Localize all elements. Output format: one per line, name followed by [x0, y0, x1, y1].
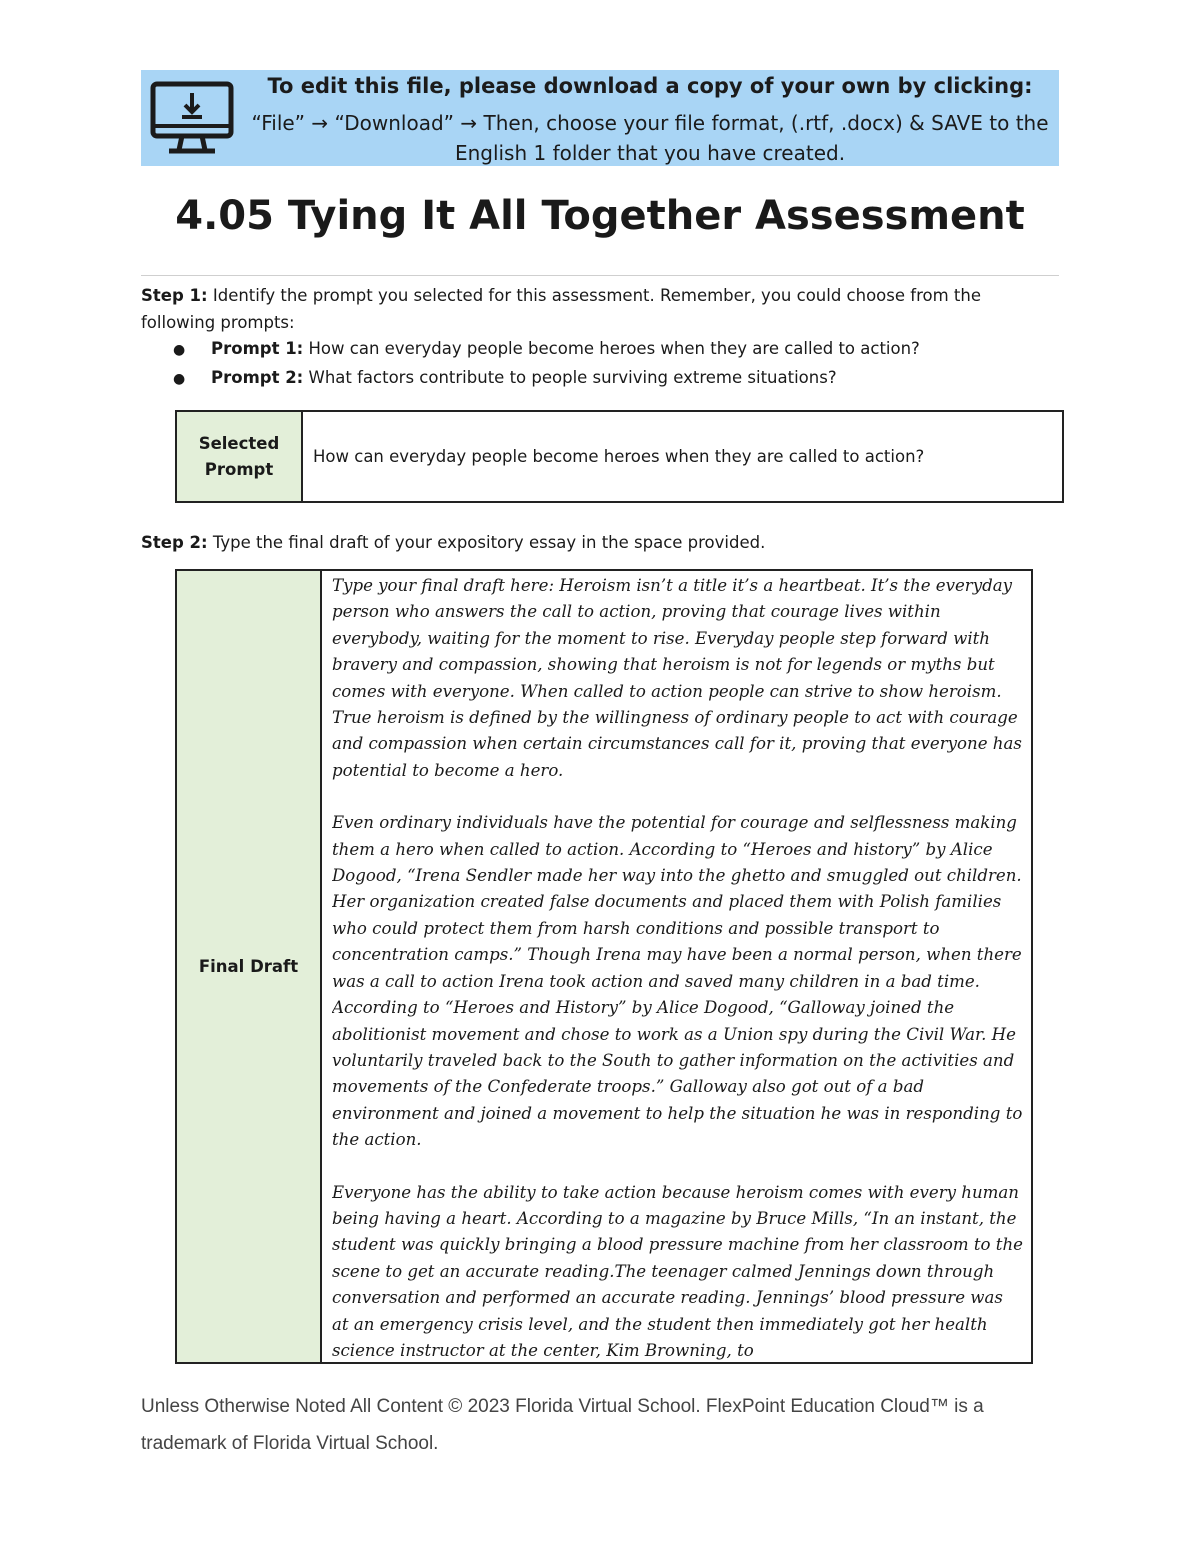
final-draft-table [175, 569, 1033, 1364]
step1-label: Step 1: [141, 286, 208, 305]
copyright-footer: Unless Otherwise Noted All Content © 2023 Florida Virtual School. FlexPoint Education Cloud™ is a trademark of Florida Virtual School. [141, 1396, 984, 1454]
prompt-list [173, 335, 920, 393]
download-instructions-banner [141, 70, 1059, 166]
banner-instructions: “File” → “Download” → Then, choose your file format, (.rtf, .docx) & SAVE to the English 1 folder that you have created. [251, 111, 1049, 165]
selected-prompt-field[interactable]: How can everyday people become heroes when they are called to action? [302, 411, 1063, 502]
bullet-icon: ● [173, 371, 186, 387]
prompt-text: What factors contribute to people surviving extreme situations? [303, 368, 837, 387]
step1-instructions [141, 282, 1059, 336]
page-title: 4.05 Tying It All Together Assessment [175, 193, 1025, 239]
essay-paragraph: Everyone has the ability to take action because heroism comes with every human being having a heart. According to a magazine by Bruce Mills, “In an instant, the student was quickly bringing a blood pressure machine from her classroom to the scene to get an accurate reading.The teenager calmed Jennings down through conversation and performed an accurate reading. Jennings’ blood pressure was at an emergency crisis level, and the student then immediately got her health science instructor at the center, Kim Browning, to [332, 1182, 1023, 1360]
bullet-icon: ● [173, 342, 186, 358]
list-item [173, 335, 920, 364]
prompt-label: Prompt 1: [211, 339, 304, 358]
step2-instructions [141, 529, 765, 556]
prompt-label: Prompt 2: [211, 368, 304, 387]
essay-paragraph: Even ordinary individuals have the potential for courage and selflessness making them a hero when called to action. According to “Heroes and history” by Alice Dogood, “Irena Sendler made her way into the ghetto and smuggled out children. Her organization created false documents and placed them with Polish families who could protect them from harsh conditions and possible transport to concentration camps.” Though Irena may have been a normal person, when there was a call to action Irena took action and saved many children in a bad time. According to “Heroes and History” by Alice Dogood, “Galloway joined the abolitionist movement and chose to work as a Union spy during the Civil War. He voluntarily traveled back to the South to gather information on the activities and movements of the Confederate troops.” Galloway also got out of a bad environment and joined a movement to help the situation he was in responding to the action. [332, 813, 1023, 1150]
selected-prompt-table [175, 410, 1064, 503]
essay-text[interactable] [332, 573, 1023, 1362]
prompt-text: How can everyday people become heroes when they are called to action? [303, 339, 920, 358]
selected-prompt-label [176, 411, 302, 502]
selected-label-line1: Selected [198, 433, 280, 453]
title-divider [141, 275, 1059, 276]
essay-paragraph: Type your final draft here: Heroism isn’t a title it’s a heartbeat. It’s the everyday person who answers the call to action, proving that courage lives within everybody, waiting for the moment to rise. Everyday people step forward with bravery and compassion, showing that heroism is not for legends or myths but comes with everyone. When called to action people can strive to show heroism. True heroism is defined by the willingness of ordinary people to act with courage and compassion when certain circumstances call for it, proving that everyone has potential to become a hero. [332, 576, 1022, 780]
step2-label: Step 2: [141, 533, 208, 552]
final-draft-label: Final Draft [176, 570, 321, 1363]
selected-label-line2: Prompt [204, 459, 274, 479]
step2-text: Type the final draft of your expository essay in the space provided. [207, 533, 766, 552]
step1-text: Identify the prompt you selected for this assessment. Remember, you could choose from the following prompts: [141, 286, 981, 332]
list-item [173, 364, 920, 393]
final-draft-field[interactable] [321, 570, 1032, 1363]
download-monitor-icon [149, 78, 237, 158]
banner-heading: To edit this file, please download a copy of your own by clicking: [267, 74, 1033, 98]
